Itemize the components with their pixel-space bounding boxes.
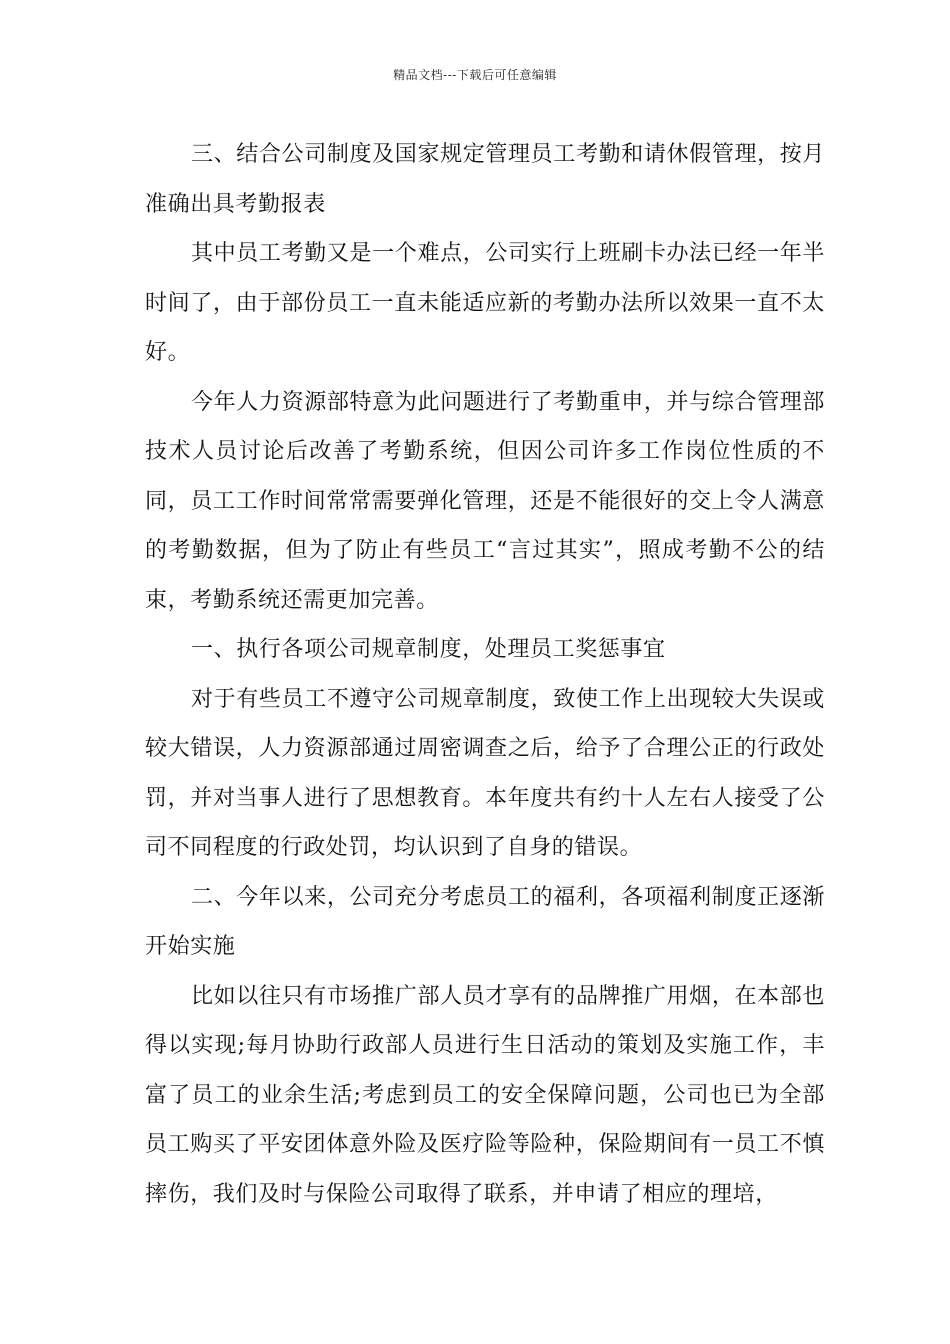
section-heading-attendance: 三、结合公司制度及国家规定管理员工考勤和请休假管理，按月准确出具考勤报表 — [145, 142, 825, 217]
section-heading-rules: 一、执行各项公司规章制度，处理员工奖惩事宜 — [191, 637, 666, 662]
section-heading-welfare: 二、今年以来，公司充分考虑员工的福利，各项福利制度正逐渐开始实施 — [145, 884, 825, 959]
page-header: 精品文档---下载后可任意编辑 — [393, 68, 557, 82]
paragraph-welfare: 比如以往只有市场推广部人员才享有的品牌推广用烟，在本部也得以实现;每月协助行政部人员进行生日活动的策划及实施工作，丰富了员工的业余生活;考虑到员工的安全保障问题，公司也已为全部员工购买了平安团体意外险及医疗险等险种，保险期间有一员工不慎摔伤，我们及时与保险公司取得了联系，并申请了相应的理培， — [145, 983, 825, 1207]
paragraph-attendance-difficulty: 其中员工考勤又是一个难点，公司实行上班刷卡办法已经一年半时间了，由于部份员工一直未能适应新的考勤办法所以效果一直不太好。 — [145, 241, 825, 365]
paragraph-penalties: 对于有些员工不遵守公司规章制度，致使工作上出现较大失误或较大错误，人力资源部通过周密调查之后，给予了合理公正的行政处罚，并对当事人进行了思想教育。本年度共有约十人左右人接受了公司不同程度的行政处罚，均认识到了自身的错误。 — [145, 686, 825, 860]
paragraph-attendance-system: 今年人力资源部特意为此问题进行了考勤重申，并与综合管理部技术人员讨论后改善了考勤系统，但因公司许多工作岗位性质的不同，员工工作时间常常需要弹化管理，还是不能很好的交上令人满意的考勤数据，但为了防止有些员工“言过其实”，照成考勤不公的结束，考勤系统还需更加完善。 — [145, 389, 825, 613]
document-body — [145, 130, 825, 1219]
